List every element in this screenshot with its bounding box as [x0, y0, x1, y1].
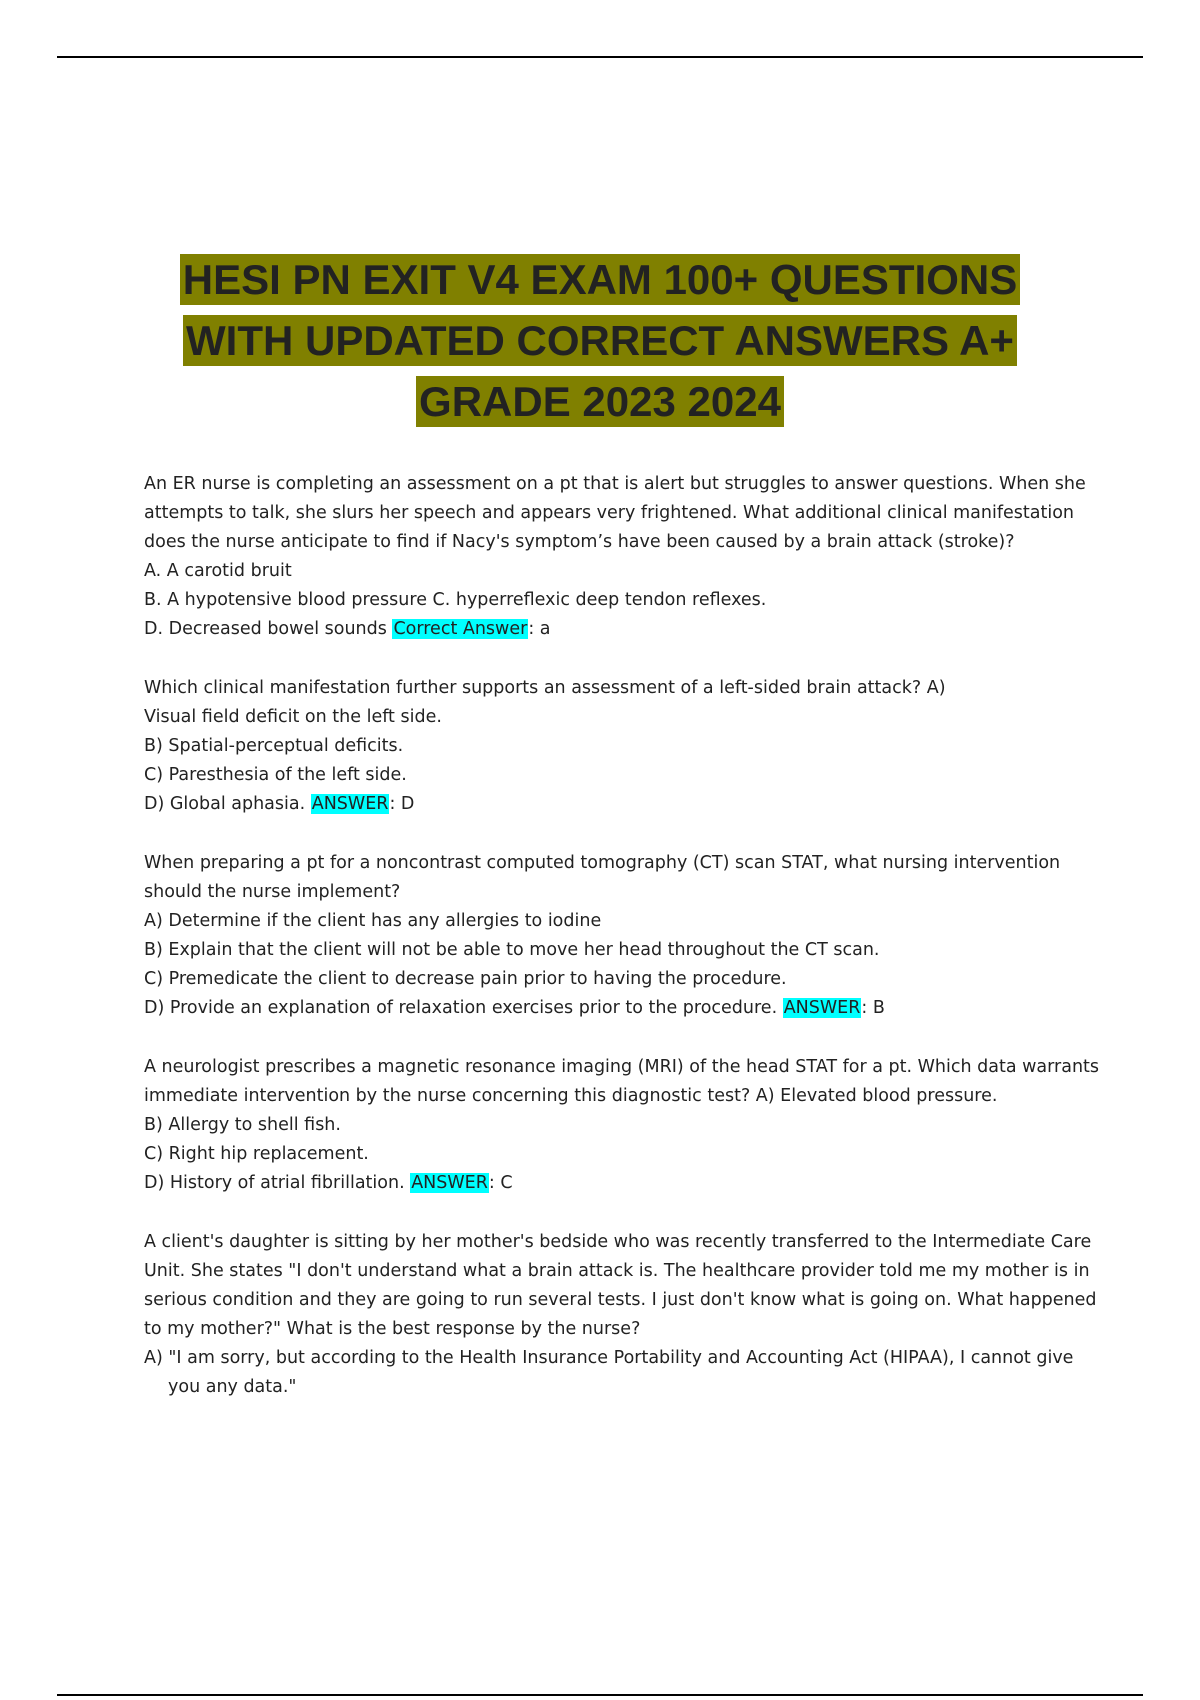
answer-label: ANSWER — [411, 1173, 488, 1193]
option-d: D) History of atrial fibrillation. — [144, 1173, 411, 1193]
question-stem: A neurologist prescribes a magnetic resonance imaging (MRI) of the head STAT for a pt. Which data warrants immediate intervention by the nurse concerning this diagnostic test? A) Elevated blood pressure. — [144, 1057, 1100, 1106]
option-d-with-answer — [144, 790, 1104, 819]
question-1 — [144, 470, 1104, 644]
question-5 — [144, 1228, 1104, 1402]
option-d: D) Global aphasia. — [144, 794, 311, 814]
answer-value: : C — [488, 1173, 513, 1193]
document-title — [60, 254, 1140, 437]
title-line-2: WITH UPDATED CORRECT ANSWERS A+ — [183, 315, 1017, 366]
option-a: A) Determine if the client has any allergies to iodine — [144, 911, 602, 931]
question-stem-continued: Visual field deficit on the left side. — [144, 707, 442, 727]
answer-label: ANSWER — [783, 998, 861, 1018]
answer-label: Correct Answer — [393, 619, 528, 639]
title-line-3: GRADE 2023 2024 — [416, 376, 784, 427]
option-d: D) Provide an explanation of relaxation exercises prior to the procedure. — [144, 998, 783, 1018]
option-b: B) Explain that the client will not be able to move her head throughout the CT scan. — [144, 940, 880, 960]
option-a: A) "I am sorry, but according to the Health Insurance Portability and Accounting Act (HIPAA), I cannot give you any data." — [144, 1348, 1074, 1397]
question-stem: Which clinical manifestation further supports an assessment of a left-sided brain attack? A) — [144, 678, 946, 698]
question-4 — [144, 1053, 1104, 1198]
answer-value: : D — [389, 794, 415, 814]
option-a: A. A carotid bruit — [144, 561, 292, 581]
title-line-1: HESI PN EXIT V4 EXAM 100+ QUESTIONS — [180, 254, 1020, 305]
answer-value: : a — [528, 619, 551, 639]
option-d-with-answer — [144, 994, 1104, 1023]
question-stem: A client's daughter is sitting by her mother's bedside who was recently transferred to the Intermediate Care Unit. She states "I don't understand what a brain attack is. The healthcare provider told me my mother is in serious condition and they are going to run several tests. I just don't know what is going on. What happened to my mother?" What is the best response by the nurse? — [144, 1232, 1097, 1339]
question-stem: An ER nurse is completing an assessment on a pt that is alert but struggles to answer questions. When she attempts to talk, she slurs her speech and appears very frightened. What additional clinical manifestation does the nurse anticipate to find if Nacy's symptom’s have been caused by a brain attack (stroke)? — [144, 474, 1086, 552]
option-d: D. Decreased bowel sounds — [144, 619, 393, 639]
footer-rule — [57, 1694, 1143, 1696]
option-c: C) Paresthesia of the left side. — [144, 765, 407, 785]
header-rule — [57, 56, 1143, 58]
answer-label: ANSWER — [311, 794, 389, 814]
question-3 — [144, 849, 1104, 1023]
option-c: C) Right hip replacement. — [144, 1144, 369, 1164]
option-c: C) Premedicate the client to decrease pain prior to having the procedure. — [144, 969, 787, 989]
option-d-with-answer — [144, 1169, 1104, 1198]
answer-value: : B — [861, 998, 885, 1018]
question-stem: When preparing a pt for a noncontrast computed tomography (CT) scan STAT, what nursing intervention should the nurse implement? — [144, 853, 1061, 902]
option-b: B) Spatial-perceptual deficits. — [144, 736, 404, 756]
question-2 — [144, 674, 1104, 819]
option-d-with-answer — [144, 615, 1104, 644]
option-b: B. A hypotensive blood pressure C. hyperreflexic deep tendon reflexes. — [144, 590, 767, 610]
document-body — [144, 470, 1104, 1432]
option-b: B) Allergy to shell fish. — [144, 1115, 341, 1135]
